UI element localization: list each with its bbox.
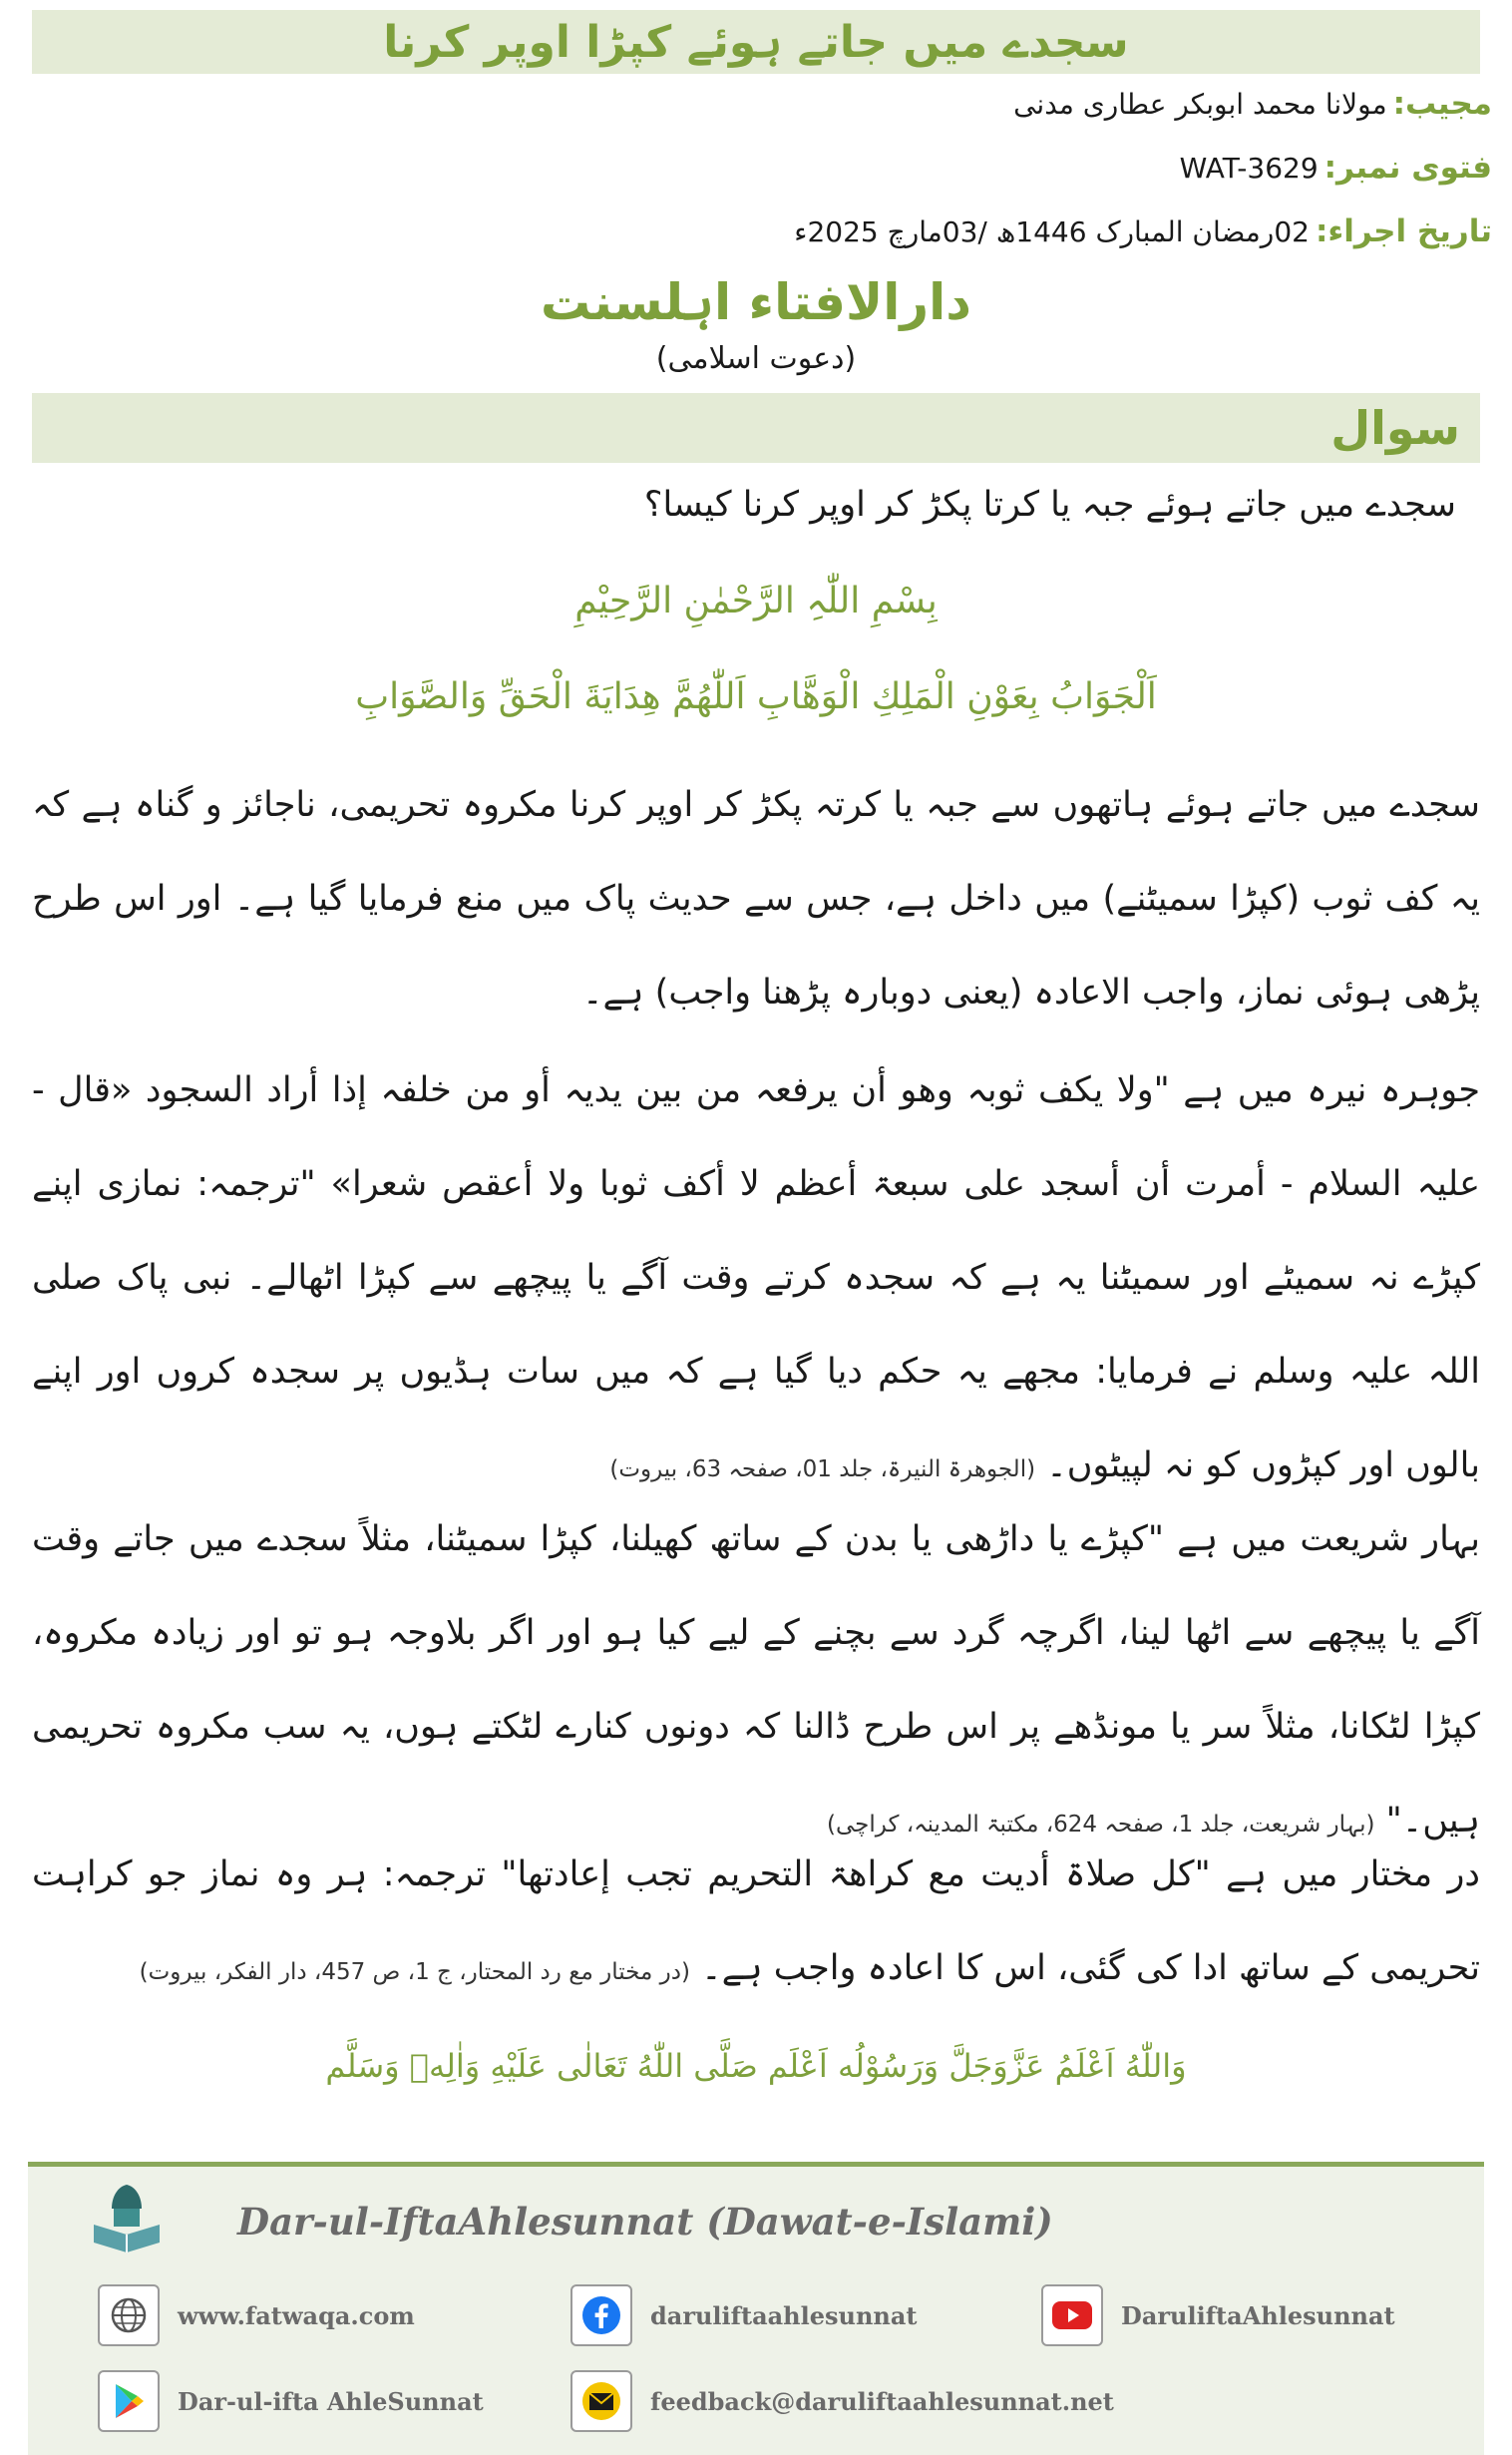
youtube-icon: [1041, 2284, 1103, 2346]
mail-icon: [570, 2370, 632, 2432]
page-title: سجدے میں جاتے ہوئے کپڑا اوپر کرنا: [383, 16, 1129, 68]
reference-bahar: (بہار شریعت، جلد 1، صفحہ 624، مکتبۃ المدینہ، کراچی): [827, 1812, 1375, 1838]
answer-paragraph-1: [32, 758, 1480, 1039]
institution-sub: (دعوت اسلامی): [655, 341, 857, 376]
date-label: تاریخ اجراء:: [1315, 213, 1492, 249]
feedback-email[interactable]: feedback@daruliftaahlesunnat.net: [650, 2386, 1114, 2416]
playstore-name[interactable]: Dar-ul-ifta AhleSunnat: [178, 2386, 484, 2416]
answer-paragraph-2: [32, 1043, 1480, 1516]
facebook-handle[interactable]: daruliftaahlesunnat: [650, 2300, 918, 2330]
reference-jawhara: (الجوھرۃ النیرۃ، جلد 01، صفحہ 63، بیروت): [609, 1456, 1036, 1482]
mujeeb-value: مولانا محمد ابوبکر عطاری مدنی: [1013, 88, 1387, 121]
footer-email[interactable]: [570, 2370, 1114, 2432]
footer-youtube[interactable]: [1041, 2284, 1395, 2346]
answer-text-4: در مختار میں ہے "کل صلاۃ أدیت مع کراھۃ التحریم تجب إعادتھا" ترجمہ: ہر وہ نماز جو کراہت تحریمی کے ساتھ ادا کی گئی، اس کا اعادہ واجب ہے۔: [32, 1854, 1480, 1988]
institution-name: دارالافتاء اہلسنت: [541, 273, 971, 331]
answer-paragraph-4: [32, 1828, 1480, 2019]
fatwa-label: فتوی نمبر:: [1323, 150, 1492, 186]
answer-text-3: بہار شریعت میں ہے "کپڑے یا داڑھی یا بدن کے ساتھ کھیلنا، کپڑا سمیٹنا، مثلاً سجدے میں جاتے وقت آگے یا پیچھے سے اٹھا لینا، اگرچہ گرد سے بچنے کے لیے کیا ہو اور اگر بلاوجہ ہو تو اور زیادہ مکروہ، کپڑا لٹکانا، مثلاً سر یا مونڈھے پر اس طرح ڈالنا کہ دونوں کنارے لٹکتے ہوں، یہ سب مکروہ تحریمی ہیں۔": [32, 1519, 1480, 1841]
section-band: [32, 393, 1480, 463]
website-link[interactable]: www.fatwaqa.com: [178, 2300, 415, 2330]
footer-title: Dar-ul-IftaAhlesunnat (Dawat-e-Islami): [237, 2200, 1053, 2244]
closing-dua: وَاللّٰهُ اَعْلَمُ عَزَّوَجَلَّ وَرَسُوْلُه اَعْلَم صَلَّى اللّٰهُ تَعَالٰی عَلَيْهِ وَاٰلِهٖ وَسَلَّم: [325, 2047, 1187, 2085]
section-label: سوال: [1330, 401, 1460, 455]
mujeeb-line: [1013, 86, 1492, 122]
footer-website[interactable]: [98, 2284, 415, 2346]
answer-text-2: جوہرہ نیرہ میں ہے "ولا یکف ثوبہ وھو أن یرفعہ من بین یدیہ أو من خلفہ إذا أراد السجود «قال - علیہ السلام - أمرت أن أسجد علی سبعۃ أعظم لا أکف ثوبا ولا أعقص شعرا» "ترجمہ: نمازی اپنے کپڑے نہ سمیٹے اور سمیٹنا یہ ہے کہ سجدہ کرتے وقت آگے یا پیچھے سے کپڑا اٹھالے۔ نبی پاک صلی اللہ علیہ وسلم نے فرمایا: مجھے یہ حکم دیا گیا ہے کہ میں سات ہڈیوں پر سجدہ کروں اور اپنے بالوں اور کپڑوں کو نہ لپیٹوں۔: [32, 1070, 1480, 1485]
play-store-icon: [98, 2370, 160, 2432]
footer-facebook[interactable]: [570, 2284, 918, 2346]
facebook-icon: [570, 2284, 632, 2346]
fatwa-number: WAT-3629: [1179, 152, 1319, 185]
bismillah: بِسْمِ اللّٰہِ الرَّحْمٰنِ الرَّحِیْمِ: [574, 581, 938, 621]
date-value: 02رمضان المبارک 1446ھ /03مارچ 2025ء: [794, 215, 1310, 248]
reference-durr: (در مختار مع رد المحتار، ج 1، ص 457، دار الفکر، بیروت): [139, 1959, 690, 1985]
answer-text-1: سجدے میں جاتے ہوئے ہاتھوں سے جبہ یا کرتہ پکڑ کر اوپر کرنا مکروہ تحریمی، ناجائز و گناہ ہے کہ یہ کف ثوب (کپڑا سمیٹنے) میں داخل ہے، جس سے حدیث پاک میں منع فرمایا گیا ہے۔ اور اس طرح پڑھی ہوئی نماز، واجب الاعادہ (یعنی دوبارہ پڑھنا واجب) ہے۔: [32, 785, 1480, 1013]
fatwa-line: [1180, 150, 1492, 186]
youtube-handle[interactable]: DaruliftaAhlesunnat: [1121, 2300, 1395, 2330]
question-text: سجدے میں جاتے ہوئے جبہ یا کرتا پکڑ کر اوپر کرنا کیسا؟: [643, 485, 1456, 525]
answer-opening: اَلْجَوَابُ بِعَوْنِ الْمَلِكِ الْوَهَّابِ اَللّٰهُمَّ هِدَايَةَ الْحَقِّ وَالصَّوَابِ: [355, 676, 1157, 717]
footer-playstore[interactable]: [98, 2370, 484, 2432]
answer-paragraph-3: [32, 1492, 1480, 1871]
globe-icon: [98, 2284, 160, 2346]
title-band: [32, 10, 1480, 74]
mujeeb-label: مجیب:: [1392, 86, 1492, 122]
date-line: [794, 213, 1492, 249]
logo-book-icon: [88, 2179, 166, 2258]
